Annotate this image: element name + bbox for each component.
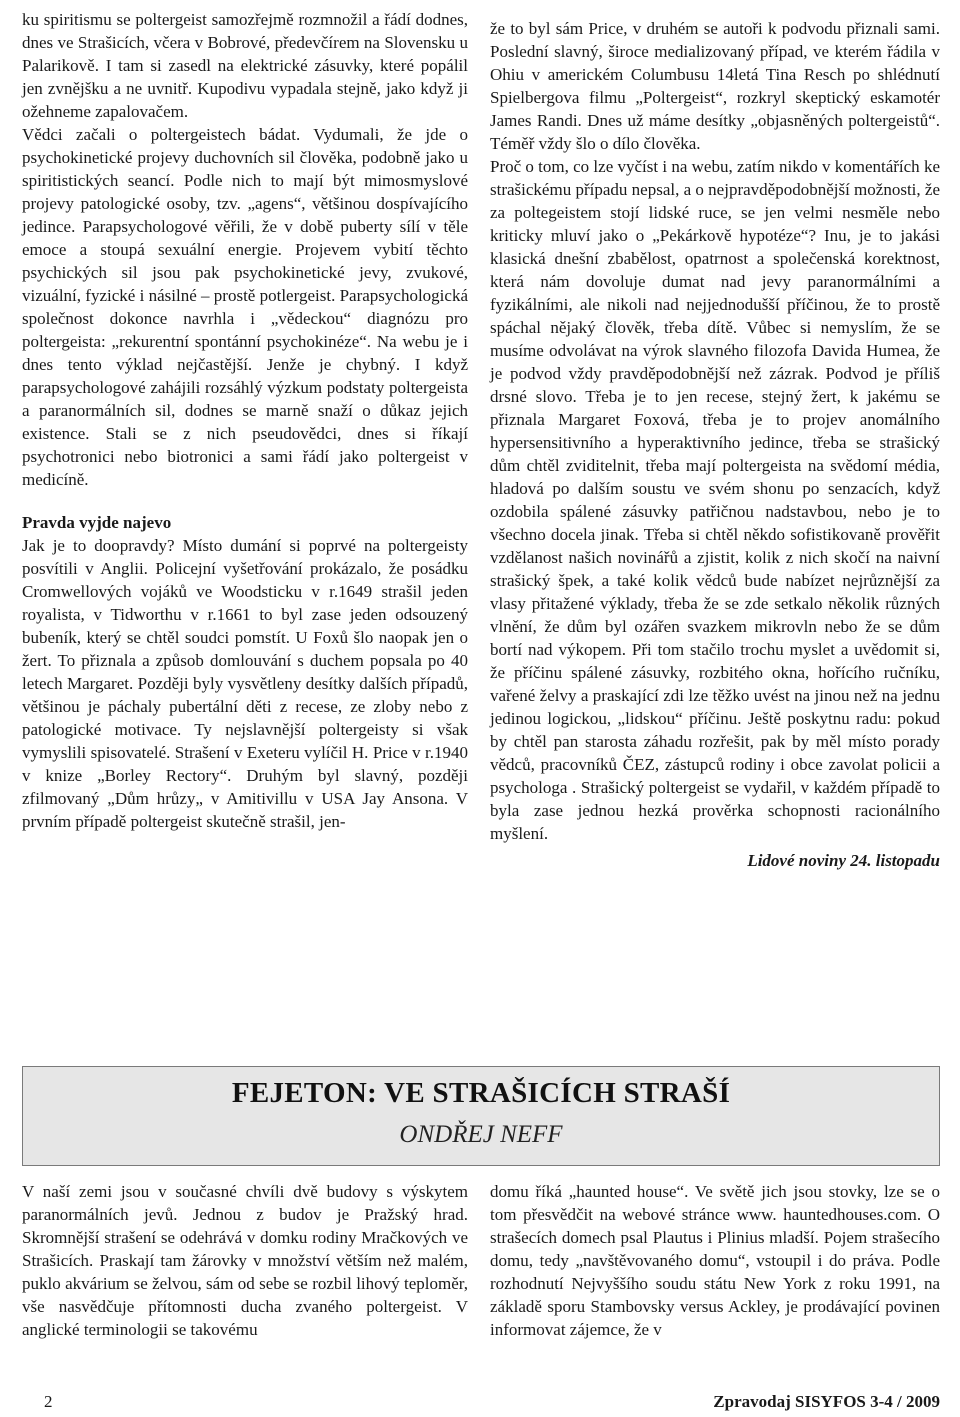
- section-subheading: Pravda vyjde najevo: [22, 513, 172, 532]
- article-column-right-top: [490, 17, 940, 872]
- article-column-left-bottom: [22, 1180, 468, 1341]
- source-citation: Lidové noviny 24. listopadu: [747, 851, 940, 870]
- journal-name: Zpravodaj SISYFOS 3-4 / 2009: [713, 1392, 940, 1411]
- paragraph: Proč o tom, co lze vyčíst i na webu, zatím nikdo v komentářích ke strašickému případu nepsal, a o nejpravděpodobnější možnosti, že za poltegeistem stojí lidské ruce, se jen velmi nesměle nebo kriticky mluví jako o „Pekárkově hypotéze“? Inu, je to jakási klasická dnešní zbabělost, opatrnost a společenská korektnost, která nám dovoluje dumat nad jevy paranormálními a fyzikálními, ale nikoli nad nejjednodušší příčinou, že to prostě spáchal nějaký člověk, třeba dítě. Vůbec si nemyslím, že se musíme odvolávat na výrok slavného filozofa Davida Humea, že je podvod vždy pravděpodobnější než zázrak. Podvod je příliš drsné slovo. Třeba je to jen recese, stejný žert, k jakému se přiznala Margaret Foxová, třeba je to projev anomálního hypersensitivního a hyperaktivního jedince, třeba se strašický dům chtěl zviditelnit, třeba mají poltergeista na svědomí média, hladová po dalším soustu ve svém shonu po senzacích, když ozdobila spálené zásuvky patřičnou nadstavbou, nebo je to všechno docela jinak. Třeba si chtěl někdo sofistikovaně prověřit vzdělanost našich novinářů a zjistit, kolik z nich skočí na naivní strašický špek, a také kolik vědců bude nabízet nejrůznější za vlasy přitažené výklady, třeba že se zde setkalo několik různých vlnění, že dům byl ozářen svazkem mikrovln nebo že se dům bortí nad výkopem. Při tom stačilo trochu myslet a uvědomit si, že příčinu spálené zásuvky, rozbitého okna, hořícího ručníku, vařené želvy a praskající zdi lze těžko uvést na jinou než na jednu jedinou logickou, „lidskou“ příčinu. Ještě poskytnu radu: pokud by chtěl pan starosta záhadu rozřešit, pak by měl místo porady vědců, pracovníků ČEZ, zástupců rodiny i obce zavolat policii a psychologa . Strašický poltergeist se vydařil, v každém případě to byla zase jednou hezká prověrka schopnosti racionálního myšlení.: [490, 157, 940, 843]
- page-number: 2: [44, 1392, 53, 1411]
- article-title: FEJETON: VE STRAŠICÍCH STRAŠÍ: [231, 1077, 731, 1109]
- paragraph: Vědci začali o poltergeistech bádat. Vydumali, že jde o psychokinetické projevy duchovních sil člověka, podobně jako u spiritistických seancí. Podle nich to mají být mimosmyslové projevy patologické osoby, tzv. „agens“, většinou dospívajícího jedince. Parapsychologové věřili, že v době puberty sílí v těle emoce a stoupá sexuální energie. Projevem vybití těchto psychických sil jsou pak psychokinetické jevy, zvukové, vizuální, fyzické i násilné – prostě potlergeist. Parapsychologická společnost dokonce navrhla i „vědeckou“ diagnózu pro poltergeista: „rekurentní spontánní psychokinéze“. Na webu je i dnes tento výklad nejčastější. Jenže je chybný. I když parapsychologové zahájili rozsáhlý výzkum podstaty poltergeista a paranormálních sil, dodnes se marně snaží o důkaz jejich existence. Stali se z nich pseudovědci, dnes si říkají psychotronici nebo biotronici a sami řádí jako poltergeist v medicíně.: [22, 125, 468, 489]
- paragraph: že to byl sám Price, v druhém se autoři k podvodu přiznali sami. Poslední slavný, široce medializovaný případ, ve kterém řádila v Ohiu v americkém Columbusu 14letá Tina Resch po shlédnutí Spielbergova filmu „Poltergeist“, rozkryl skeptický eskamotér James Randi. Dnes už máme desítky „objasněných poltergeistů“. Téměř vždy šlo o dílo člověka.: [490, 19, 940, 153]
- paragraph: Jak je to doopravdy? Místo dumání si poprvé na poltergeisty posvítili v Anglii. Policejní vyšetřování prokázalo, že posádku Cromwellových vojáků ve Woodsticku v r.1649 strašil jeden royalista, v Tidworthu v r.1661 to byl zase jeden odsouzený bubeník, který se chtěl soudci pomstít. U Foxů šlo naopak jen o žert. To přiznala a způsob domlouvání s duchem popsala po 40 letech Margaret. Později byly vysvětleny desítky dalších případů, většinou je páchaly pubertální děti z recese, ze zloby nebo z patologické motivace. Ty nejslavnější poltergeisty si však vymyslili spisovatelé. Strašení v Exeteru vylíčil H. Price v r.1940 v knize „Borley Rectory“. Druhým byl slavný, později zfilmovaný „Dům hrůzy„ v Amitivillu v USA Jay Ansona. V prvním případě poltergeist skutečně strašil, jen-: [22, 536, 468, 831]
- article-title-banner: [22, 1066, 940, 1166]
- paragraph: V naší zemi jsou v současné chvíli dvě budovy s výskytem paranormálních jevů. Jednou z budov je Pražský hrad. Skromnější strašení se odehrává v domku rodiny Mračkových ve Strašicích. Praskají tam žárovky v množství větším než malém, puklo akvárium se želvou, sám od sebe se rozbil lihový teploměr, vše nasvědčuje přítomnosti ducha zvaného poltergeist. V anglické terminologii se takovému: [22, 1182, 468, 1339]
- article-column-left-top: [22, 8, 468, 833]
- article-column-right-bottom: [490, 1180, 940, 1341]
- paragraph: domu říká „haunted house“. Ve světě jich jsou stovky, lze se o tom přesvědčit na webové stránce www. hauntedhouses.com. O strašecích domech psal Plautus i Plinius mladší. Pojem strašecího domu, tedy „navštěvovaného domu“, vstoupil i do práva. Podle rozhodnutí Nejvyššího soudu státu New York z roku 1991, na základě sporu Stambovsky versus Ackley, je prodávající povinen informovat zájemce, že v: [490, 1182, 940, 1339]
- paragraph: ku spiritismu se poltergeist samozřejmě rozmnožil a řádí dodnes, dnes ve Strašicích, včera v Bobrové, předevčírem na Slovensku u Palarikově. I tam si zasedl na elektrické zásuvky, které popálil jen zvnějšku a ne uvnitř. Kupodivu vypadala stejně, jako když ji ožehneme zapalovačem.: [22, 10, 468, 121]
- article-author: ONDŘEJ NEFF: [399, 1121, 563, 1148]
